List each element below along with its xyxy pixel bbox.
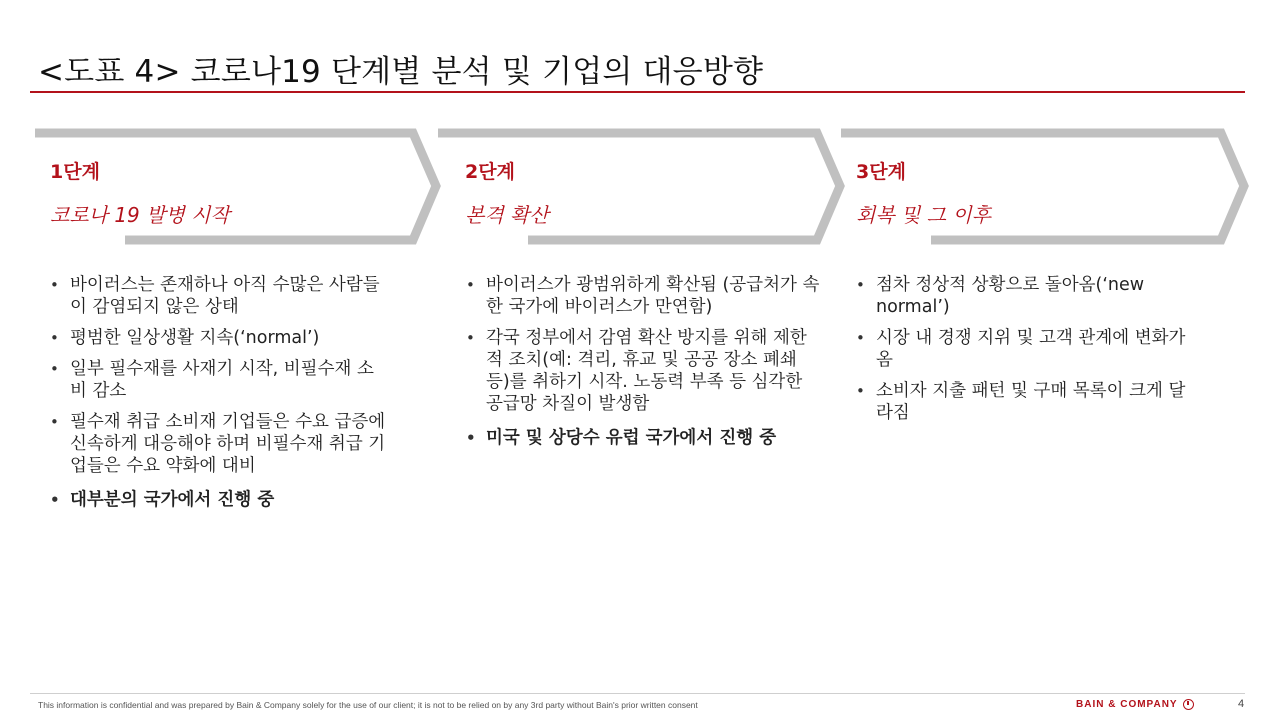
- stage-1-subtitle: 코로나 19 발병 시작: [50, 203, 230, 227]
- stage-1-number: 1단계: [50, 161, 100, 183]
- list-item: • 바이러스가 광범위하게 확산됨 (공급처가 속한 국가에 바이러스가 만연함): [466, 274, 821, 318]
- stage-3-header: [856, 157, 991, 228]
- stage-3-subtitle: 회복 및 그 이후: [856, 203, 991, 227]
- stage-3-bullets: [856, 274, 1186, 433]
- footer-divider: [30, 693, 1245, 694]
- stage-2-number: 2단계: [465, 161, 515, 183]
- stage-2-header: [465, 157, 549, 228]
- stage-2-subtitle: 본격 확산: [465, 203, 549, 227]
- stage-2-bullets: [466, 274, 821, 458]
- confidentiality-disclaimer: This information is confidential and was prepared by Bain & Company solely for the use of our client; it is not to be relied on by any 3rd party without Bain's prior written consent: [38, 700, 698, 710]
- stage-1-bullets: [50, 274, 390, 520]
- brand-logo-text: BAIN & COMPANY: [1076, 699, 1178, 710]
- list-item: • 바이러스는 존재하나 아직 수많은 사람들이 감염되지 않은 상태: [50, 274, 390, 318]
- page-number: 4: [1238, 698, 1245, 710]
- list-item: • 각국 정부에서 감염 확산 방지를 위해 제한적 조치(예: 격리, 휴교 및 공공 장소 폐쇄 등)를 취하기 시작. 노동력 부족 등 심각한 공급망 차질이 발생함: [466, 327, 821, 415]
- list-item: • 일부 필수재를 사재기 시작, 비필수재 소비 감소: [50, 358, 390, 402]
- list-item: • 소비자 지출 패턴 및 구매 목록이 크게 달라짐: [856, 380, 1186, 424]
- list-item: • 평범한 일상생활 지속(‘normal’): [50, 327, 390, 349]
- stage-1-header: [50, 157, 230, 228]
- stage-3-number: 3단계: [856, 161, 906, 183]
- list-item: • 미국 및 상당수 유럽 국가에서 진행 중: [466, 427, 821, 449]
- list-item: • 대부분의 국가에서 진행 중: [50, 489, 390, 511]
- list-item: • 시장 내 경쟁 지위 및 고객 관계에 변화가 옴: [856, 327, 1186, 371]
- brand-logo-icon: [1183, 699, 1194, 710]
- page-title: <도표 4> 코로나19 단계별 분석 및 기업의 대응방향: [38, 54, 764, 90]
- list-item: • 점차 정상적 상황으로 돌아옴(‘new normal’): [856, 274, 1186, 318]
- list-item: • 필수재 취급 소비재 기업들은 수요 급증에 신속하게 대응해야 하며 비필수재 취급 기업들은 수요 약화에 대비: [50, 411, 390, 477]
